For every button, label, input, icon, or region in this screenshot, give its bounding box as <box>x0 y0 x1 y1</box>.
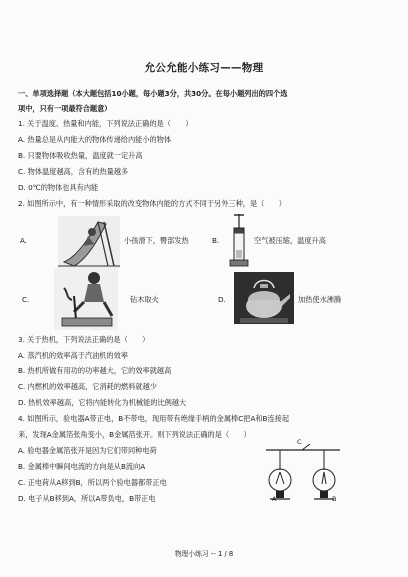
q2-option-a-label: A. <box>20 236 28 245</box>
slide-illustration <box>58 216 120 268</box>
q2-option-d-label: D. <box>218 295 226 304</box>
q1-option-c: C. 物体温度越高，含有的热量越多 <box>18 167 129 176</box>
q1-stem: 1. 关于温度、热量和内能，下列说法正确的是（ ） <box>18 119 193 128</box>
q2-option-b-label: B. <box>212 236 220 245</box>
q3-option-a: A. 蒸汽机的效率高于汽油机的效率 <box>18 351 128 360</box>
q4-option-b: B. 金属棒中瞬间电流的方向是从B流向A <box>18 462 146 471</box>
boiling-kettle-illustration <box>234 272 294 324</box>
section-heading-line1: 一、单项选择题（本大题包括10小题，每小题3分，共30分。在每小题列出的四个选 <box>18 89 288 98</box>
q3-option-b: B. 热机所做有用功的功率越大，它的效率就越高 <box>18 366 172 375</box>
q4-option-a: A. 验电器金属箔张开是因为它们带同种电荷 <box>18 446 157 455</box>
q2-option-c-caption: 钻木取火 <box>130 295 159 304</box>
section-heading-line2: 项中，只有一项最符合题意） <box>18 104 112 113</box>
electroscope-label-a: A <box>272 495 277 503</box>
q2-stem: 2. 如图所示中，有一种情形采取的改变物体内能的方式不同于另外三种，是（ ） <box>18 199 286 208</box>
drilling-wood-illustration <box>54 268 118 330</box>
page-footer: 物理小练习 -- 1 / 8 <box>174 550 234 558</box>
q4-option-c: C. 正电荷从A移到B，所以两个验电器都带正电 <box>18 478 167 487</box>
metal-rod-label-c: C <box>297 438 302 446</box>
q4-stem-line1: 4. 如图所示，验电器A带正电，B不带电，现用带有绝缘手柄的金属棒C把A和B连接起 <box>18 414 290 423</box>
q4-option-d: D. 电子从B移到A，所以A带负电，B带正电 <box>18 494 156 503</box>
q2-option-d-caption: 加热使水沸腾 <box>298 295 342 304</box>
air-compression-syringe-illustration <box>228 214 250 270</box>
electroscope-label-b: B <box>332 495 337 503</box>
q3-stem: 3. 关于热机，下列说法正确的是（ ） <box>18 335 150 344</box>
q2-option-a-caption: 小孩滑下，臀部发热 <box>124 236 189 245</box>
q2-option-b-caption: 空气被压缩，温度升高 <box>254 236 326 245</box>
q4-stem-line2: 来，发现A金属箔张角变小，B金属箔张开。则下列说法正确的是（ ） <box>18 430 251 439</box>
q1-option-d: D. 0℃的物体也具有内能 <box>18 183 99 192</box>
q3-option-c: C. 内燃机的效率越高，它消耗的燃料就越少 <box>18 382 157 391</box>
page-title: 允公允能小练习——物理 <box>144 62 264 74</box>
q2-option-c-label: C. <box>22 295 30 304</box>
q1-option-b: B. 只要物体吸收热量，温度就一定升高 <box>18 151 143 160</box>
q1-option-a: A. 热量总是从内能大的物体传递给内能小的物体 <box>18 135 172 144</box>
q3-option-d: D. 热机效率越高，它将内能转化为机械能的比例越大 <box>18 398 187 407</box>
